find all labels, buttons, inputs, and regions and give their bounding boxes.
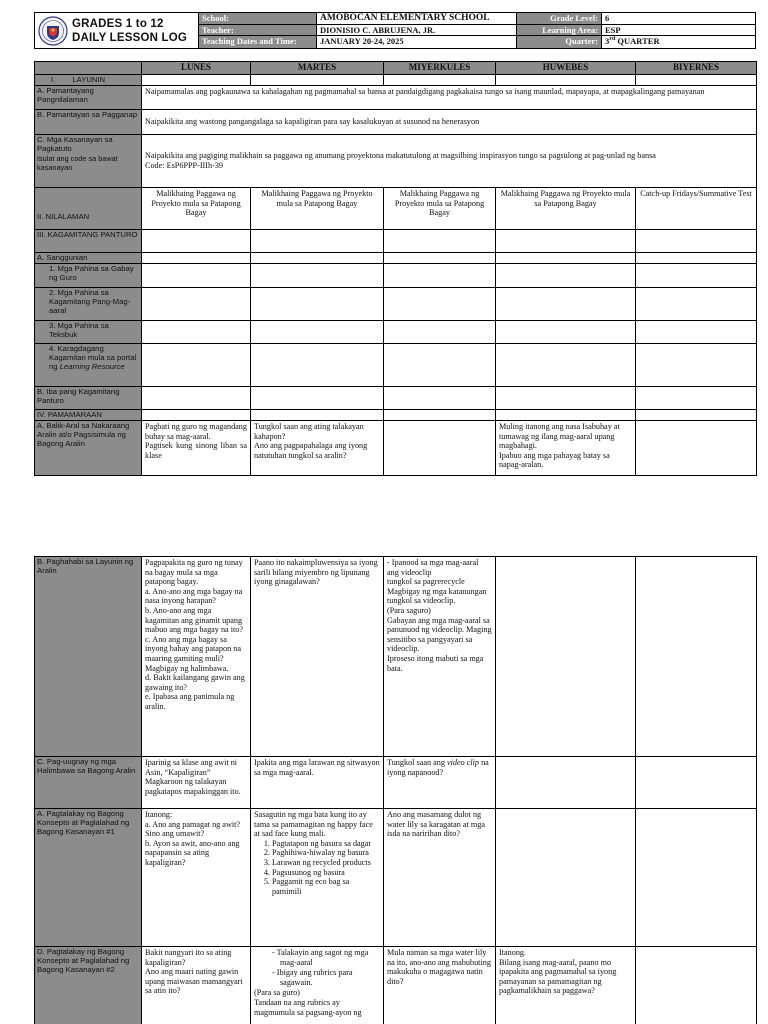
pagtalakay2-row [35, 947, 757, 1024]
balik-biyernes [636, 421, 757, 476]
pagtalakay2-miyerkules: Mula naman sa mga water lily na ito, ano-ano ang mabubuting makukuha o magagawa natin dito? [384, 947, 496, 1024]
kagamitang-pang-martes [251, 288, 384, 321]
balik-label: A. Balik-Aral sa Nakaraang Aralin at/o Pagsisimula ng Bagong Aralin [35, 421, 142, 476]
iba-biyernes [636, 387, 757, 410]
pagtalakay2-huwebes: Itanong. Bilang isang mag-aaral, paano mo ipapakita ang pagmamahal sa iyong pamayanan sa pamamagitan ng pagkamalikhain sa paggawa? [496, 947, 636, 1024]
pamamaraan-row [35, 410, 757, 421]
karagdagang-row [35, 344, 757, 387]
dll-header [34, 12, 756, 49]
paghahabi-huwebes [496, 557, 636, 757]
gabay-miyerkules [384, 264, 496, 288]
pamamaraan-biyernes [636, 410, 757, 421]
nilalaman-huwebes: Malikhaing Paggawa ng Proyekto mula sa Patapong Bagay [496, 188, 636, 230]
iba-martes [251, 387, 384, 410]
kagamitang-pang-row [35, 288, 757, 321]
sanggunian-martes [251, 253, 384, 264]
balik-row [35, 421, 757, 476]
kagamitang-huwebes [496, 230, 636, 253]
teksbuk-biyernes [636, 321, 757, 344]
layunin-cell-biyernes [636, 75, 757, 86]
pagtalakay1-label: A. Pagtalakay ng Bagong Konsepto at Paglalahad ng Bagong Kasanayan #1 [35, 809, 142, 947]
header-info-grid [199, 13, 755, 48]
karagdagang-martes [251, 344, 384, 387]
quarter-word: QUARTER [615, 36, 660, 47]
teksbuk-huwebes [496, 321, 636, 344]
kasanayan-row [35, 135, 757, 188]
header-title-line1: GRADES 1 to 12 [72, 17, 164, 30]
pagtalakay2-label: D. Pagtalakay ng Bagong Konsepto at Paglalahad ng Bagong Kasanayan #2 [35, 947, 142, 1024]
day-header-row [35, 62, 757, 75]
sanggunian-row [35, 253, 757, 264]
karagdagang-label-italic: Learning Resource [59, 362, 125, 371]
balik-miyerkules [384, 421, 496, 476]
iba-miyerkules [384, 387, 496, 410]
dll-table-page2 [34, 556, 757, 1024]
day-header-miyerkules: MIYERKULES [384, 62, 496, 75]
day-header-huwebes: HUWEBES [496, 62, 636, 75]
kagamitang-pang-label: 2. Mga Pahina sa Kagamitang Pang-Mag-aaral [35, 288, 142, 321]
pagtalakay1-martes-list [254, 839, 380, 897]
iba-label: B. Iba pang Kagamitang Panturo [35, 387, 142, 410]
gabay-label: 1. Mga Pahina sa Gabay ng Guro [35, 264, 142, 288]
teacher-value: DIONISIO C. ABRUJENA, JR. [317, 25, 517, 37]
pagtalakay1-martes-intro: Sasagutin ng mga bata kung ito ay tama sa pamamagitan ng happy face at sad face kung mali. [254, 810, 373, 839]
layunin-cell-lunes [142, 75, 251, 86]
gabay-lunes [142, 264, 251, 288]
gabay-martes [251, 264, 384, 288]
pagtalakay2-martes-after: (Para sa guro) Tandaan na ang rubrics ay magmumula sa pagsang-ayon ng [254, 988, 362, 1017]
sanggunian-label: A. Sanggunian [35, 253, 142, 264]
nilalaman-biyernes: Catch-up Fridays/Summative Test [636, 188, 757, 230]
nilalaman-label: II. NILALAMAN [35, 188, 142, 230]
list-item: 5. Paggamit ng eco bag sa pamimili [272, 877, 380, 896]
sanggunian-miyerkules [384, 253, 496, 264]
nilalaman-miyerkules: Malikhaing Paggawa ng Proyekto mula sa Patapong Bagay [384, 188, 496, 230]
teksbuk-lunes [142, 321, 251, 344]
quarter-label: Quarter: [517, 36, 602, 48]
kagamitang-pang-biyernes [636, 288, 757, 321]
header-title-line2: DAILY LESSON LOG [72, 31, 188, 44]
layunin-cell-martes [251, 75, 384, 86]
dates-label: Teaching Dates and Time: [199, 36, 317, 48]
sanggunian-biyernes [636, 253, 757, 264]
nilalaman-row [35, 188, 757, 230]
kasanayan-text: Naipakikita ang pagiging malikhain sa paggawa ng anumang proyektona makatutulong at magsilbing inspirasyon tungo sa pagsulong at pag-unlad ng bansa [145, 151, 656, 161]
layunin-row [35, 75, 757, 86]
dll-table-page1 [34, 61, 757, 476]
pagtalakay1-miyerkules: Ano ang masamang dulot ng water lily sa karagatan at mga isda na naririhan dito? [384, 809, 496, 947]
school-value: AMOBOCAN ELEMENTARY SCHOOL [317, 13, 517, 25]
teksbuk-miyerkules [384, 321, 496, 344]
quarter-num: 3 [605, 36, 610, 47]
kagamitang-pang-lunes [142, 288, 251, 321]
sanggunian-huwebes [496, 253, 636, 264]
grade-label: Grade Level: [517, 13, 602, 25]
pag-uugnay-miyerkules-pre: Tungkol saan ang [387, 758, 447, 767]
pag-uugnay-biyernes [636, 757, 757, 809]
kagamitang-pang-huwebes [496, 288, 636, 321]
iba-lunes [142, 387, 251, 410]
kasanayan-label-cell [35, 135, 142, 188]
list-item: - Talakayin ang sagot ng mga mag-aaral [272, 948, 380, 967]
day-header-martes: MARTES [251, 62, 384, 75]
paghahabi-row [35, 557, 757, 757]
paghahabi-miyerkules: - Ipanood sa mga mag-aaral ang videoclip tungkol sa pagrerecycle Magbigay ng mga katanungan tungkol sa videoclip. (Para saguro) Gabayan ang mga mag-aaral sa panunuod ng videoclip. Maging sensitibo sa pangyayari sa videoclip. Iproseso itong mabuti sa mga bata. [384, 557, 496, 757]
pamantayang-label: A. Pamantayang Pangnilalaman [35, 86, 142, 110]
pagtalakay2-martes-list [254, 948, 380, 987]
teksbuk-martes [251, 321, 384, 344]
teksbuk-label: 3. Mga Pahina sa Teksbuk [35, 321, 142, 344]
balik-huwebes: Muling itanong ang nasa Isabuhay at tumawag ng ilang mag-aaral upang magbahagi. Ipabuo ang mga pahayag batay sa napag-aralan. [496, 421, 636, 476]
pagtalakay1-biyernes [636, 809, 757, 947]
pamamaraan-miyerkules [384, 410, 496, 421]
paghahabi-label: B. Paghahabi sa Layunin ng Aralin [35, 557, 142, 757]
kagamitang-pang-miyerkules [384, 288, 496, 321]
pag-uugnay-miyerkules [384, 757, 496, 809]
pagtalakay1-martes [251, 809, 384, 947]
list-item: 3. Larawan ng recycled products [272, 858, 380, 868]
day-header-blank [35, 62, 142, 75]
layunin-cell-huwebes [496, 75, 636, 86]
teacher-label: Teacher: [199, 25, 317, 37]
pamamaraan-huwebes [496, 410, 636, 421]
school-label: School: [199, 13, 317, 25]
karagdagang-huwebes [496, 344, 636, 387]
pamamaraan-label: IV. PAMAMARAAN [35, 410, 142, 421]
pag-uugnay-row [35, 757, 757, 809]
pagganap-text: Naipakikita ang wastong pangangalaga sa kapaligiran para say kasalukuyan at susunod na henerasyon [142, 110, 757, 135]
area-label: Learning Area: [517, 25, 602, 37]
pagganap-row [35, 110, 757, 135]
day-header-biyernes: BIYERNES [636, 62, 757, 75]
day-header-lunes: LUNES [142, 62, 251, 75]
karagdagang-biyernes [636, 344, 757, 387]
pagtalakay1-lunes: Itanong: a. Ano ang pamagat ng awit? Sino ang umawit? b. Ayon sa awit, ano-ano ang napapansin sa ating kapaligiran? [142, 809, 251, 947]
karagdagang-label-cell [35, 344, 142, 387]
list-item: 2. Paghihiwa-hiwalay ng basura [272, 848, 380, 858]
area-value: ESP [602, 25, 755, 37]
kagamitang-martes [251, 230, 384, 253]
sanggunian-lunes [142, 253, 251, 264]
iba-huwebes [496, 387, 636, 410]
kasanayan-text-cell [142, 135, 757, 188]
layunin-cell-miyerkules [384, 75, 496, 86]
pag-uugnay-label: C. Pag-uugnay ng mga Halimbawa sa Bagong Aralin [35, 757, 142, 809]
deped-seal-icon [38, 16, 68, 46]
teksbuk-row [35, 321, 757, 344]
kagamitang-miyerkules [384, 230, 496, 253]
layunin-label-text: I. LAYUNIN [51, 75, 106, 84]
gabay-huwebes [496, 264, 636, 288]
kagamitang-row [35, 230, 757, 253]
pagtalakay1-huwebes [496, 809, 636, 947]
layunin-label [35, 75, 142, 86]
pag-uugnay-miyerkules-italic: video clip [446, 758, 480, 767]
kasanayan-label: C. Mga Kasanayan sa Pagkatuto [37, 135, 113, 153]
paghahabi-lunes: Pagpapakita ng guro ng tunay na bagay mula sa mga patapong bagay. a. Ano-ano ang mga bagay na nasa inyong harapan? b. Ano-ano ang mga kagamitan ang ginamit upang mabuo ang mga bagay na ito? c. Ano ang mga bagay sa inyong bahay ang patapon na maaring gamiting muli? Magbigay ng halimbawa. d. Bakit kailangang gawin ang gawaing ito? e. Ipabasa ang panimula ng aralin. [142, 557, 251, 757]
pag-uugnay-martes: Ipakita ang mga larawan ng sitwasyon sa mga mag-aaral. [251, 757, 384, 809]
kagamitang-biyernes [636, 230, 757, 253]
kasanayan-code: Code: EsP6PPP-IIIh-39 [145, 161, 224, 170]
pagtalakay2-lunes: Bakit nangyari ito sa ating kapaligiran? Ano ang maari nating gawin upang maiwasan mamangyari sa atin ito? [142, 947, 251, 1024]
iba-row [35, 387, 757, 410]
pamantayang-text: Naipamamalas ang pagkaunawa sa kahalagahan ng pagmamahal sa bansa at pandaigdigang pagkakaisa tungo sa isang maunlad, mapayapa, at mapagkalingang pamayanan [142, 86, 757, 110]
dates-value: JANUARY 20-24, 2025 [317, 36, 517, 48]
pagtalakay2-biyernes [636, 947, 757, 1024]
paghahabi-biyernes [636, 557, 757, 757]
header-logo-cell [35, 13, 199, 48]
kagamitang-label: III. KAGAMITANG PANTURO [35, 230, 142, 253]
nilalaman-martes: Malikhaing Paggawa ng Proyekto mula sa Patapong Bagay [251, 188, 384, 230]
pamamaraan-martes [251, 410, 384, 421]
nilalaman-lunes: Malikhaing Paggawa ng Proyekto mula sa Patapong Bagay [142, 188, 251, 230]
pagganap-label: B. Pamantayan sa Pagganap [35, 110, 142, 135]
karagdagang-lunes [142, 344, 251, 387]
balik-lunes: Pagbati ng guro ng magandang buhay sa mag-aaral. Pagtisek kung sinong liban sa klase [142, 421, 251, 476]
pamamaraan-lunes [142, 410, 251, 421]
quarter-value [602, 36, 755, 48]
list-item: 4. Pagsusunog ng basura [272, 868, 380, 878]
header-titles [72, 17, 187, 45]
pagtalakay1-row [35, 809, 757, 947]
list-item: 1. Pagtatapon ng basura sa dagat [272, 839, 380, 849]
pag-uugnay-miyerkules-post: na iyong napanood? [387, 758, 489, 777]
pamantayang-row [35, 86, 757, 110]
kagamitang-lunes [142, 230, 251, 253]
kasanayan-note: Isulat ang code sa bawat kasanayan [37, 154, 118, 172]
karagdagang-label: 4. Karagdagang Kagamitan mula sa portal ng [49, 344, 137, 371]
balik-martes: Tungkol saan ang ating talakayan kahapon? Ano ang pagpapahalaga ang iyong natutuhan tungkol sa aralin? [251, 421, 384, 476]
paghahabi-martes: Paano ito nakaimpluwensiya sa iyong sarili bilang miyembro ng lipunang iyong ginagalawan? [251, 557, 384, 757]
pag-uugnay-lunes: Iparinig sa klase ang awit ni Asin, “Kapaligiran” Magkaroon ng talakayan pagkatapos mapakinggan ito. [142, 757, 251, 809]
gabay-biyernes [636, 264, 757, 288]
grade-value: 6 [602, 13, 755, 25]
quarter-sup: rd [609, 36, 616, 43]
pag-uugnay-huwebes [496, 757, 636, 809]
list-item: - Ibigay ang rubrics para sagawain. [272, 968, 380, 987]
karagdagang-miyerkules [384, 344, 496, 387]
pagtalakay2-martes [251, 947, 384, 1024]
gabay-row [35, 264, 757, 288]
